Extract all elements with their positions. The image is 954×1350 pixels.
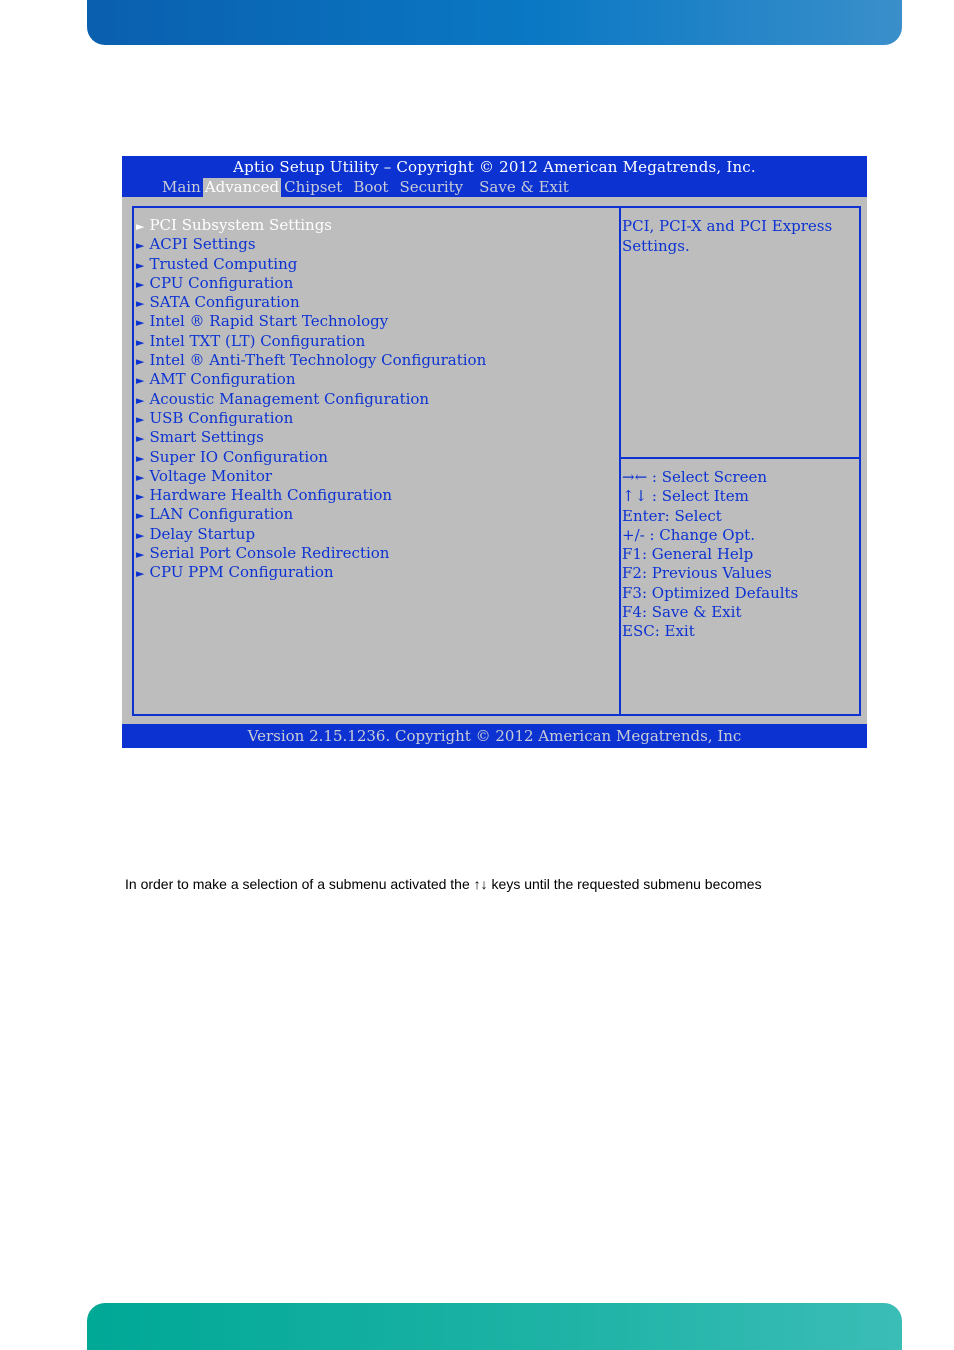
page-header-band	[87, 0, 902, 45]
panel-divider	[619, 208, 621, 714]
submenu-arrow-icon: ►	[136, 451, 145, 465]
menu-item-label: Intel TXT (LT) Configuration	[149, 331, 366, 350]
menu-item[interactable]	[136, 448, 486, 467]
submenu-arrow-icon: ►	[136, 393, 145, 407]
menu-item-label: Acoustic Management Configuration	[149, 389, 430, 408]
key-help-item: F1: General Help	[622, 545, 754, 564]
menu-item-label: CPU PPM Configuration	[149, 563, 334, 582]
menu-item[interactable]	[136, 486, 486, 505]
item-help-text: PCI, PCI-X and PCI Express Settings.	[622, 217, 833, 255]
submenu-arrow-icon: ►	[136, 374, 145, 388]
bios-tab-bar	[160, 178, 571, 197]
menu-item-label: AMT Configuration	[149, 370, 296, 389]
key-help-item: Enter: Select	[622, 506, 722, 525]
menu-item[interactable]	[136, 505, 486, 524]
bios-content-frame	[132, 206, 861, 716]
bios-footer: Version 2.15.1236. Copyright © 2012 American Megatrends, Inc	[122, 724, 867, 748]
key-help-item: F3: Optimized Defaults	[622, 583, 799, 602]
bios-header	[122, 156, 867, 197]
page-footer-band	[87, 1303, 902, 1350]
advanced-menu-list	[136, 216, 486, 583]
submenu-arrow-icon: ►	[136, 297, 145, 311]
tab-security[interactable]: Security	[399, 178, 464, 196]
menu-item-label: Intel ® Anti-Theft Technology Configuration	[149, 351, 487, 370]
menu-item[interactable]	[136, 216, 486, 235]
tab-chipset[interactable]: Chipset	[284, 178, 343, 196]
bios-title: Aptio Setup Utility – Copyright © 2012 American Megatrends, Inc.	[233, 158, 756, 176]
submenu-arrow-icon: ►	[136, 548, 145, 562]
menu-item[interactable]	[136, 351, 486, 370]
menu-item[interactable]	[136, 390, 486, 409]
menu-item[interactable]	[136, 235, 486, 254]
submenu-arrow-icon: ►	[136, 490, 145, 504]
menu-item[interactable]	[136, 274, 486, 293]
menu-item[interactable]	[136, 370, 486, 389]
menu-item-label: LAN Configuration	[149, 505, 294, 524]
key-help-item: F4: Save & Exit	[622, 603, 742, 622]
tab-advanced[interactable]: Advanced	[204, 178, 280, 196]
menu-item-label: SATA Configuration	[149, 293, 300, 312]
menu-item-label: Serial Port Console Redirection	[149, 544, 390, 563]
submenu-arrow-icon: ►	[136, 239, 145, 253]
menu-item-label: PCI Subsystem Settings	[149, 216, 333, 234]
menu-item[interactable]	[136, 467, 486, 486]
menu-item-label: ACPI Settings	[149, 235, 256, 254]
menu-item[interactable]	[136, 544, 486, 563]
key-help-item: →← : Select Screen	[622, 468, 768, 486]
menu-item[interactable]	[136, 293, 486, 312]
submenu-arrow-icon: ►	[136, 528, 145, 542]
submenu-arrow-icon: ►	[136, 470, 145, 484]
menu-item-label: Voltage Monitor	[149, 466, 273, 485]
help-divider	[621, 457, 859, 459]
menu-item[interactable]	[136, 525, 486, 544]
submenu-arrow-icon: ►	[136, 509, 145, 523]
menu-item[interactable]	[136, 563, 486, 582]
menu-item-label: Trusted Computing	[149, 254, 298, 273]
submenu-arrow-icon: ►	[136, 432, 145, 446]
body-paragraph: In order to make a selection of a submenu activated the ↑↓ keys until the requested submenu becomes	[125, 876, 762, 892]
menu-item[interactable]	[136, 332, 486, 351]
submenu-arrow-icon: ►	[136, 258, 145, 272]
bios-screen	[122, 156, 867, 748]
submenu-arrow-icon: ►	[136, 277, 145, 291]
menu-item[interactable]	[136, 409, 486, 428]
submenu-arrow-icon: ►	[136, 316, 145, 330]
menu-item-label: USB Configuration	[149, 408, 294, 427]
submenu-arrow-icon: ►	[136, 220, 145, 233]
menu-item-label: Smart Settings	[149, 428, 264, 447]
submenu-arrow-icon: ►	[136, 355, 145, 369]
key-help-item: ↑↓ : Select Item	[622, 487, 749, 506]
key-help-item: F2: Previous Values	[622, 564, 772, 583]
menu-item-label: CPU Configuration	[149, 273, 294, 292]
key-help-item: +/- : Change Opt.	[622, 525, 755, 544]
submenu-arrow-icon: ►	[136, 412, 145, 426]
menu-item[interactable]	[136, 428, 486, 447]
key-help-list	[622, 468, 798, 642]
menu-item-label: Delay Startup	[149, 524, 256, 543]
menu-item-label: Super IO Configuration	[149, 447, 328, 466]
menu-item-label: Intel ® Rapid Start Technology	[149, 312, 389, 331]
tab-main[interactable]: Main	[162, 178, 201, 196]
submenu-arrow-icon: ►	[136, 567, 145, 581]
menu-item[interactable]	[136, 255, 486, 274]
tab-boot[interactable]: Boot	[353, 178, 389, 196]
tab-save-exit[interactable]: Save & Exit	[479, 178, 569, 196]
submenu-arrow-icon: ►	[136, 335, 145, 349]
key-help-item: ESC: Exit	[622, 622, 695, 641]
menu-item[interactable]	[136, 312, 486, 331]
menu-item-label: Hardware Health Configuration	[149, 486, 393, 505]
